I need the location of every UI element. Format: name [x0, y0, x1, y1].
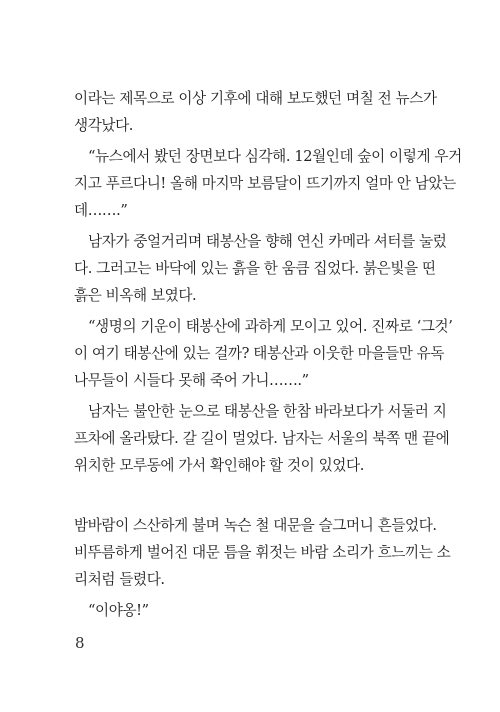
body-text-line: 남자는 불안한 눈으로 태봉산을 한참 바라보다가 서둘러 지 — [88, 403, 447, 420]
body-text-line: 위치한 모루동에 가서 확인해야 할 것이 있었다. — [74, 457, 364, 474]
body-text-line: 남자가 중얼거리며 태봉산을 향해 연신 카메라 셔터를 눌렀 — [88, 233, 447, 250]
body-text-line: 다. 그러고는 바닥에 있는 흙을 한 움큼 집었다. 붉은빛을 띤 — [74, 260, 436, 277]
dialogue-line: 이 여기 태봉산에 있는 걸까? 태봉산과 이웃한 마을들만 유독 — [74, 345, 445, 362]
body-text-line: 흙은 비옥해 보였다. — [74, 287, 197, 304]
body-text-line: 이라는 제목으로 이상 기후에 대해 보도했던 며칠 전 뉴스가 — [74, 90, 437, 107]
dialogue-line: 데…….” — [74, 202, 128, 219]
dialogue-line: “생명의 기운이 태봉산에 과하게 모이고 있어. 진짜로 ‘그것’ — [88, 318, 453, 335]
body-text-line: 생각났다. — [74, 117, 134, 134]
dialogue-line: 지고 푸르다니! 올해 마지막 보름달이 뜨기까지 얼마 안 남았는 — [74, 175, 456, 192]
dialogue-line: “뉴스에서 봤던 장면보다 심각해. 12월인데 숲이 이렇게 우거 — [88, 148, 462, 165]
body-text-line: 리처럼 들렸다. — [74, 571, 165, 588]
body-text-line: 프차에 올라탔다. 갈 길이 멀었다. 남자는 서울의 북쪽 맨 끝에 — [74, 430, 450, 447]
page-number: 8 — [75, 634, 85, 652]
dialogue-line: 나무들이 시들다 못해 죽어 가니…….” — [74, 372, 309, 389]
dialogue-line: “이야옹!” — [88, 602, 149, 619]
body-text-line: 비뚜름하게 벌어진 대문 틈을 휘젓는 바람 소리가 흐느끼는 소 — [74, 544, 451, 561]
body-text-line: 밤바람이 스산하게 불며 녹슨 철 대문을 슬그머니 흔들었다. — [74, 517, 437, 534]
